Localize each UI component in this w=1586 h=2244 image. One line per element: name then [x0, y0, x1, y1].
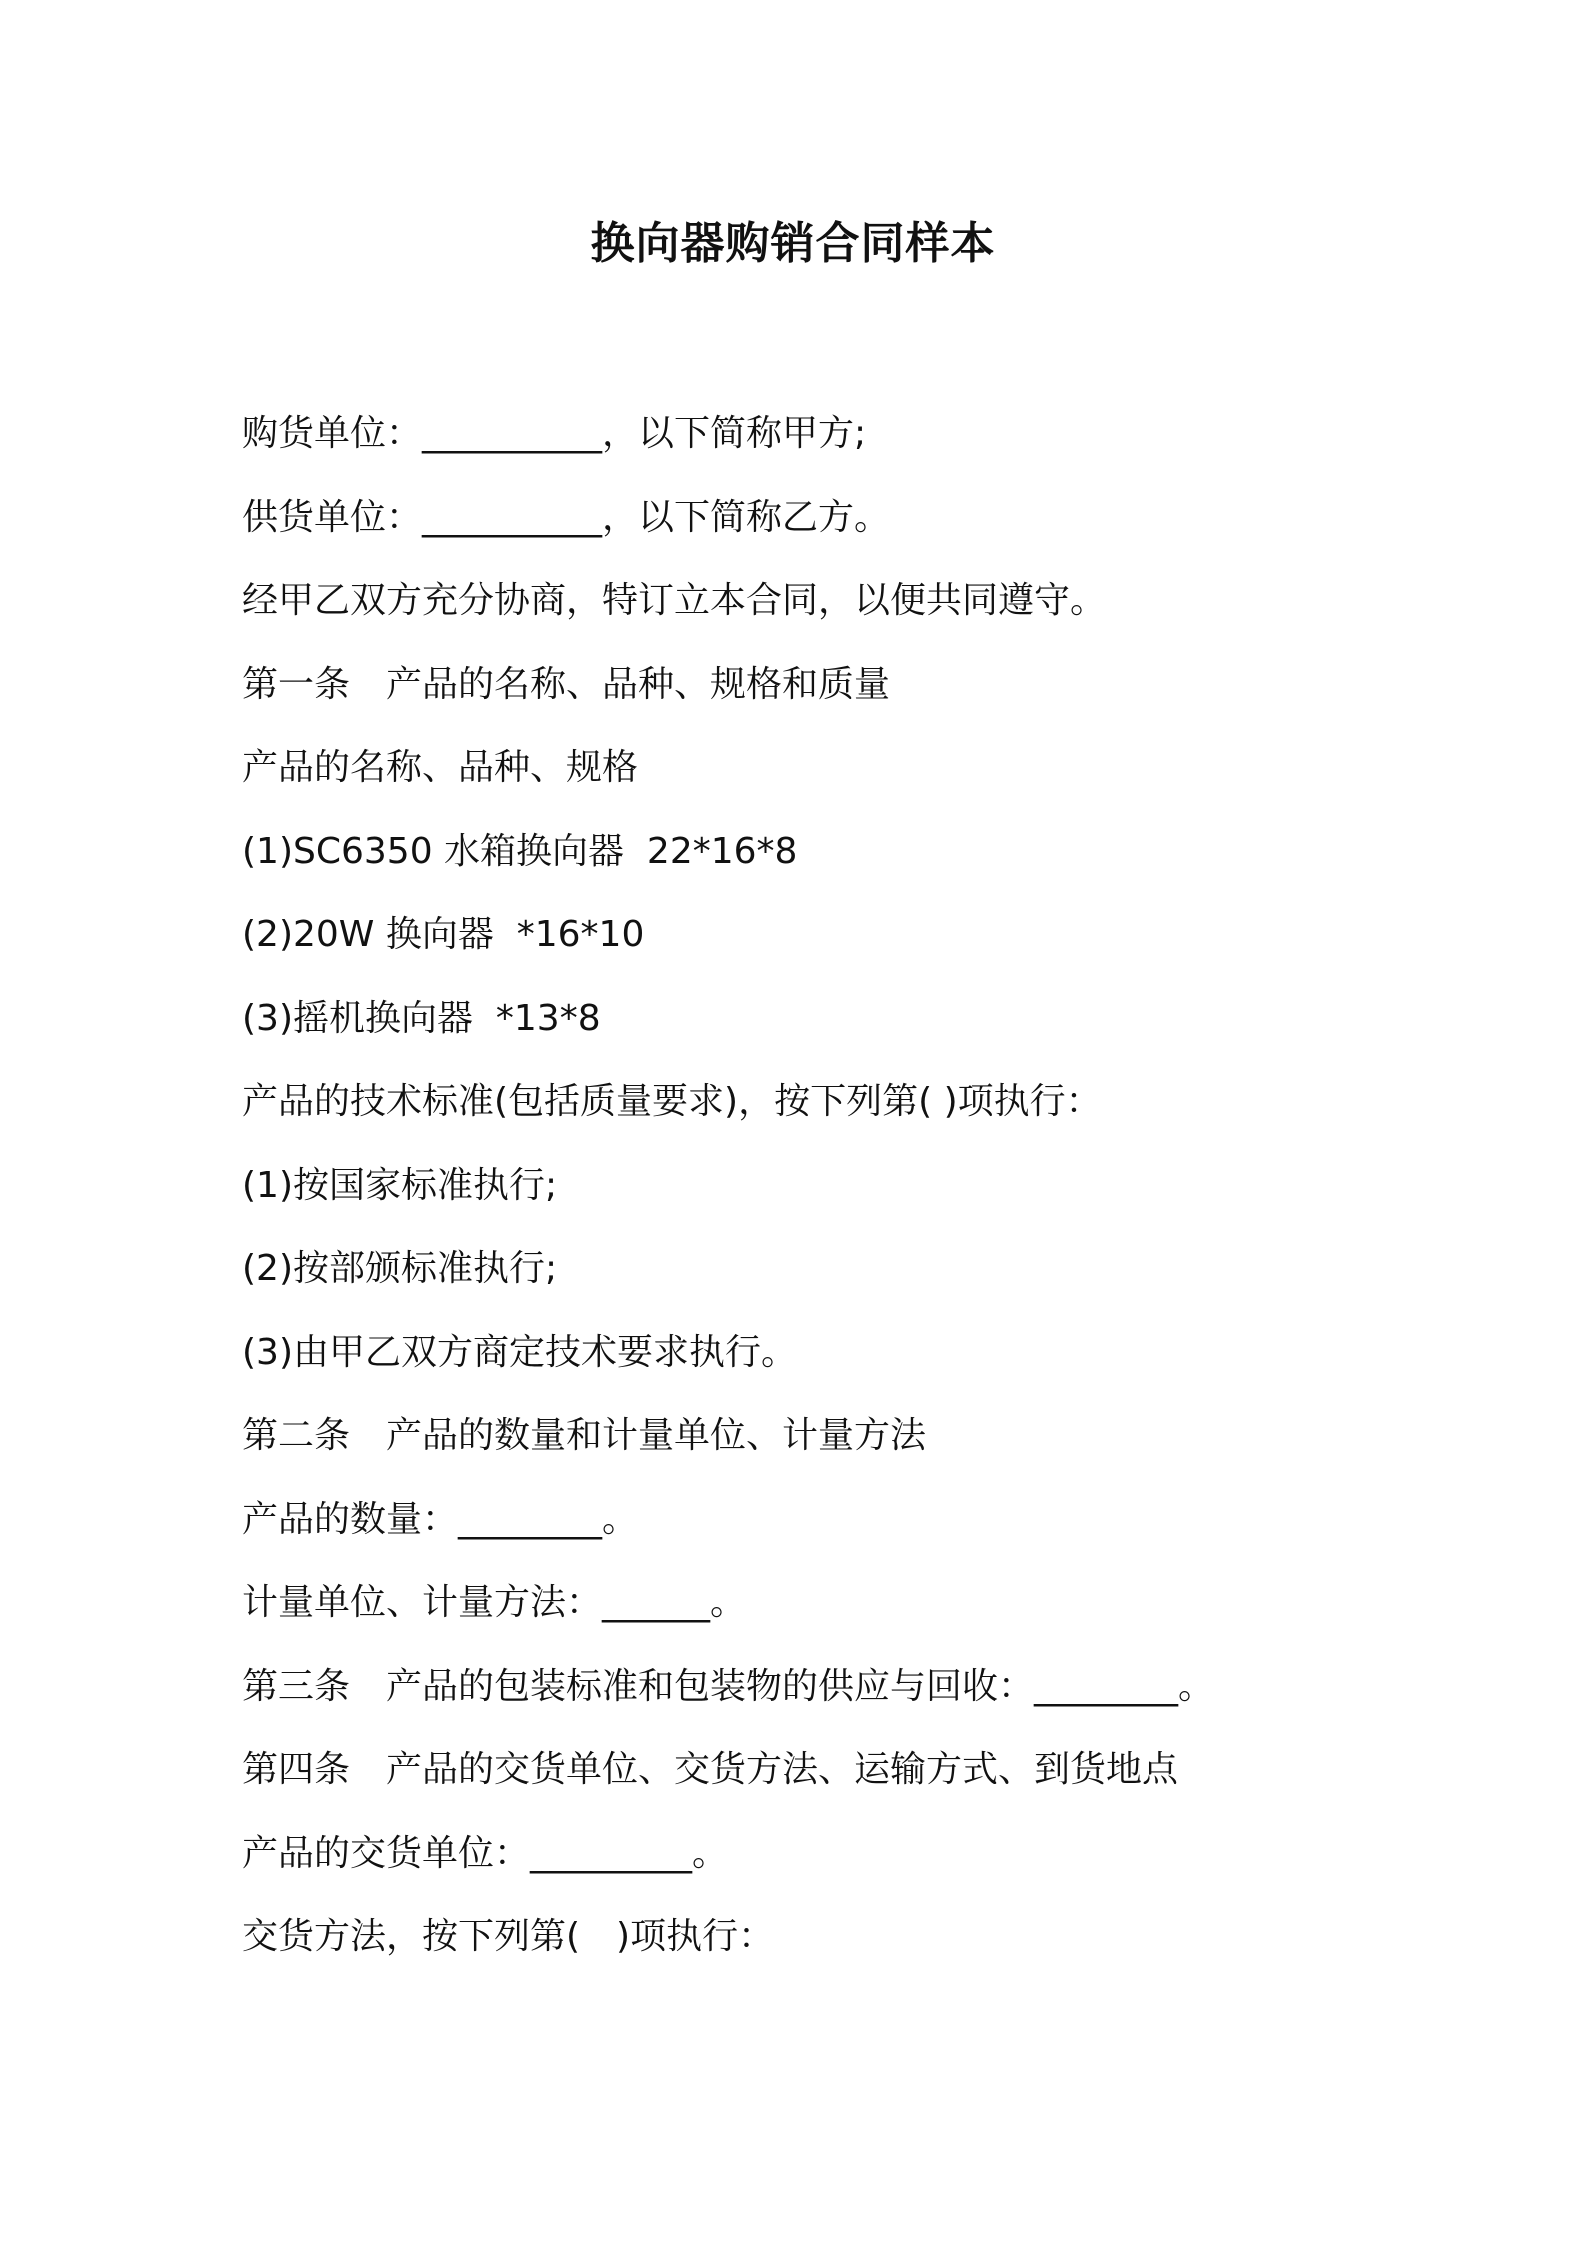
purchaser-line: 购货单位：__________，以下简称甲方;: [242, 413, 867, 454]
document-title: 换向器购销合同样本: [590, 218, 996, 269]
standard-option-1: (1)按国家标准执行;: [242, 1164, 558, 1206]
product-item-1: (1)SC6350 水箱换向器 22*16*8: [242, 830, 798, 872]
technical-standard-line: 产品的技术标准(包括质量要求)，按下列第( )项执行：: [242, 1081, 1102, 1122]
article-2-heading: 第二条 产品的数量和计量单位、计量方法: [242, 1415, 927, 1456]
article-4-heading: 第四条 产品的交货单位、交货方法、运输方式、到货地点: [242, 1749, 1179, 1790]
standard-option-3: (3)由甲乙双方商定技术要求执行。: [242, 1331, 797, 1373]
product-item-3: (3)摇机换向器 *13*8: [242, 997, 601, 1039]
article-1-heading: 第一条 产品的名称、品种、规格和质量: [242, 663, 891, 705]
product-item-2: (2)20W 换向器 *16*10: [242, 914, 645, 955]
delivery-method-line: 交货方法，按下列第( )项执行：: [242, 1916, 775, 1957]
product-spec-heading: 产品的名称、品种、规格: [242, 747, 639, 788]
standard-option-2: (2)按部颁标准执行;: [242, 1248, 558, 1289]
measurement-line: 计量单位、计量方法：______。: [242, 1582, 747, 1623]
agreement-intro: 经甲乙双方充分协商，特订立本合同，以便共同遵守。: [242, 580, 1107, 621]
document-body: [242, 408, 1422, 1995]
delivery-unit-line: 产品的交货单位：_________。: [242, 1832, 729, 1874]
quantity-line: 产品的数量：________。: [242, 1498, 639, 1540]
supplier-line: 供货单位：__________，以下简称乙方。: [242, 496, 891, 538]
article-3-heading: 第三条 产品的包装标准和包装物的供应与回收：________。: [242, 1665, 1215, 1707]
